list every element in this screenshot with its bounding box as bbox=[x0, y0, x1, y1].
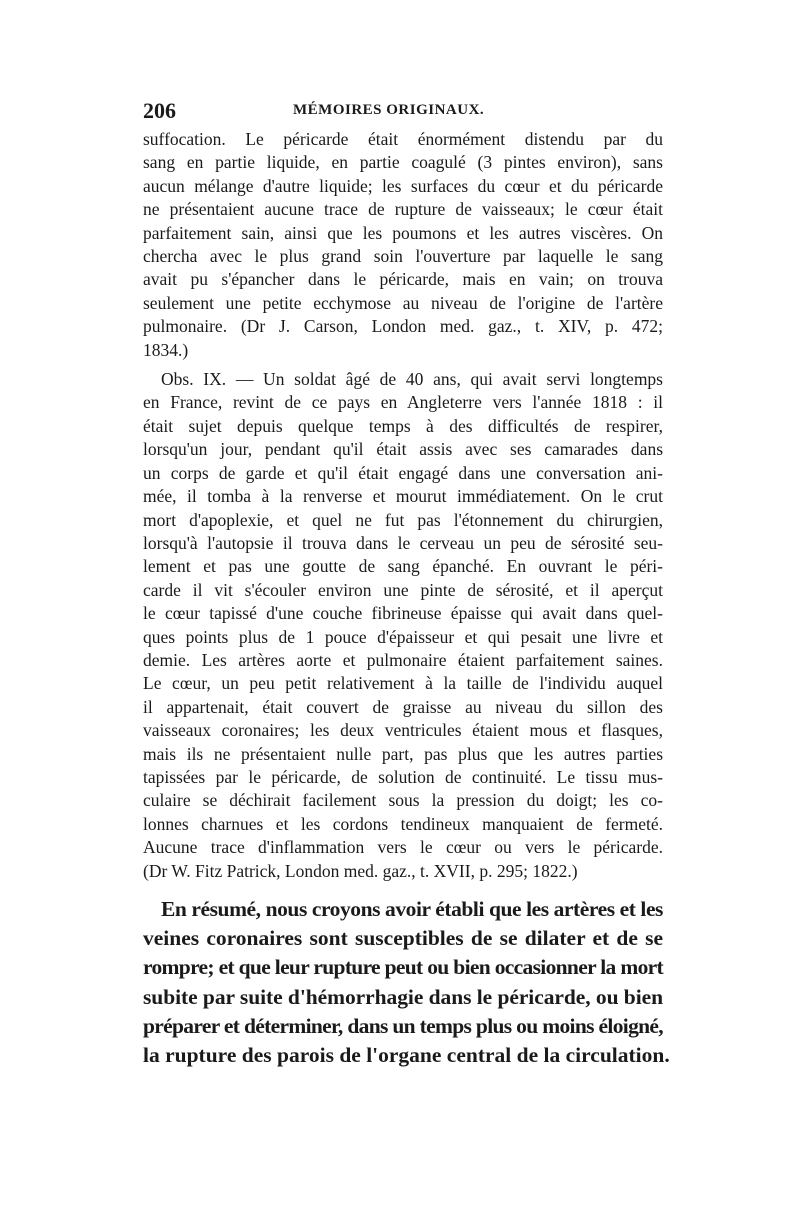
text-line: 1834.) bbox=[143, 339, 189, 360]
text-line: pulmonaire. (Dr J. Carson, London med. gaz., t. XIV, p. 472; bbox=[143, 316, 663, 337]
text-line: avait pu s'épancher dans le péricarde, mais en vain; on trouva bbox=[143, 269, 663, 290]
text-line: suffocation. Le péricarde était énormément distendu par du bbox=[143, 129, 663, 149]
text-line: mais ils ne présentaient nulle part, pas plus que les autres parties bbox=[143, 743, 663, 764]
text-line: ne présentaient aucune trace de rupture de vaisseaux; le cœur était bbox=[143, 199, 663, 220]
paragraph-observation-ix bbox=[143, 368, 663, 883]
text-line: subite par suite d'hémorrhagie dans le péricarde, ou bien bbox=[143, 984, 663, 1009]
text-line: la rupture des parois de l'organe central de la circulation. bbox=[143, 1043, 670, 1068]
text-line: un corps de garde et qu'il était engagé dans une conversation ani- bbox=[143, 462, 663, 483]
text-line: veines coronaires sont susceptibles de se dilater et de se bbox=[143, 926, 663, 951]
paragraph-summary bbox=[143, 895, 670, 1070]
text-line: aucun mélange d'autre liquide; les surfaces du cœur et du péricarde bbox=[143, 175, 663, 196]
text-line: culaire se déchirait facilement sous la pression du doigt; les co- bbox=[143, 790, 663, 811]
text-line: (Dr W. Fitz Patrick, London med. gaz., t. XVII, p. 295; 1822.) bbox=[143, 860, 578, 881]
page-body bbox=[143, 128, 670, 1070]
text-line: Obs. IX. — Un soldat âgé de 40 ans, qui avait servi longtemps bbox=[161, 369, 663, 390]
text-line: Le cœur, un peu petit relativement à la taille de l'individu auquel bbox=[143, 673, 663, 694]
text-line: il appartenait, était couvert de graisse au niveau du sillon des bbox=[143, 696, 663, 717]
text-line: sang en partie liquide, en partie coagulé (3 pintes environ), sans bbox=[143, 152, 663, 173]
text-line: mée, il tomba à la renverse et mourut immédiatement. On le crut bbox=[143, 486, 663, 507]
text-line: était sujet depuis quelque temps à des difficultés de respirer, bbox=[143, 415, 663, 436]
text-line: tapissées par le péricarde, de solution de continuité. Le tissu mus- bbox=[143, 766, 663, 787]
text-line: lement et pas une goutte de sang épanché. En ouvrant le péri- bbox=[143, 556, 663, 577]
text-line: carde il vit s'écouler environ une pinte de sérosité, et il aperçut bbox=[143, 579, 663, 600]
page-number: 206 bbox=[143, 98, 176, 123]
text-line: le cœur tapissé d'une couche fibrineuse épaisse qui avait dans quel- bbox=[143, 603, 663, 624]
text-line: Aucune trace d'inflammation vers le cœur ou vers le péricarde. bbox=[143, 837, 663, 858]
text-line: parfaitement sain, ainsi que les poumons et les autres viscères. On bbox=[143, 222, 663, 243]
text-line: En résumé, nous croyons avoir établi que les artères et les bbox=[161, 897, 663, 921]
text-line: mort d'apoplexie, et quel ne fut pas l'étonnement du chirurgien, bbox=[143, 509, 663, 530]
text-line: chercha avec le plus grand soin l'ouverture par laquelle le sang bbox=[143, 246, 663, 267]
text-line: demie. Les artères aorte et pulmonaire étaient parfaitement saines. bbox=[143, 649, 663, 670]
text-line: lorsqu'un jour, pendant qu'il était assis avec ses camarades dans bbox=[143, 439, 663, 460]
text-line: vaisseaux coronaires; les deux ventricules étaient mous et flasques, bbox=[143, 720, 663, 741]
text-line: en France, revint de ce pays en Angleterre vers l'année 1818 : il bbox=[143, 392, 663, 413]
text-line: ques points plus de 1 pouce d'épaisseur et qui pesait une livre et bbox=[143, 626, 663, 647]
text-line: seulement une petite ecchymose au niveau de l'origine de l'artère bbox=[143, 292, 663, 313]
text-line: lonnes charnues et les cordons tendineux manquaient de fermeté. bbox=[143, 813, 663, 834]
text-line: rompre; et que leur rupture peut ou bien occasionner la mort bbox=[143, 955, 663, 980]
running-title: MÉMOIRES ORIGINAUX. bbox=[293, 102, 485, 118]
page-header bbox=[143, 98, 661, 128]
text-line: préparer et déterminer, dans un temps plus ou moins éloigné, bbox=[143, 1013, 663, 1038]
text-line: lorsqu'à l'autopsie il trouva dans le cerveau un peu de sérosité seu- bbox=[143, 532, 663, 553]
paragraph-case-continuation bbox=[143, 128, 663, 362]
